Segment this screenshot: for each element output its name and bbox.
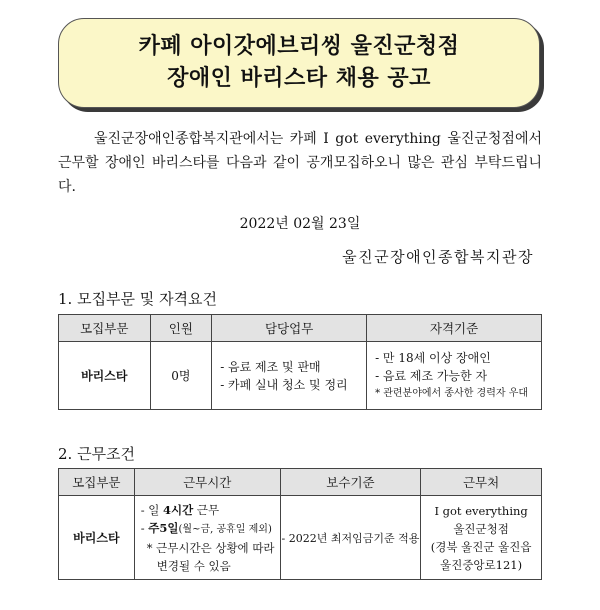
- hours-weekly: 주5일: [148, 520, 179, 535]
- table-row: [59, 496, 542, 580]
- cell-hours: [134, 496, 280, 580]
- working-conditions-table: [58, 468, 542, 580]
- hours-line-1: [135, 501, 280, 519]
- header-duties: 담당업무: [212, 315, 367, 342]
- table-row: [59, 342, 542, 410]
- hours-dash: - 일: [140, 502, 164, 517]
- hours-daily: 4시간: [163, 502, 194, 517]
- cell-duties: [212, 342, 367, 410]
- cell-qualifications: [367, 342, 542, 410]
- qualification-note: * 관련분야에서 종사한 경력자 우대: [375, 387, 529, 399]
- table-header-row: [59, 315, 542, 342]
- cell-division: 바리스타: [59, 342, 151, 410]
- header-count: 인원: [150, 315, 212, 342]
- hours-line-2: [135, 519, 280, 539]
- hours-suffix: 근무: [193, 502, 220, 517]
- duty-item: - 음료 제조 및 판매: [220, 359, 321, 374]
- header-division: 모집부문: [59, 315, 151, 342]
- title-line-1: 카페 아이갓에브리씽 울진군청점: [138, 34, 460, 59]
- header-division: 모집부문: [59, 469, 135, 496]
- title-line-2: 장애인 바리스타 채용 공고: [167, 66, 431, 91]
- hours-dash: -: [140, 520, 149, 535]
- header-workplace: 근무처: [421, 469, 542, 496]
- hours-note-2: 변경될 수 있음: [156, 558, 231, 573]
- issuer-name: 울진군장애인종합복지관장: [342, 248, 534, 266]
- workplace-line: 울진군청점: [453, 521, 509, 536]
- header-hours: 근무시간: [134, 469, 280, 496]
- recruitment-table: [58, 314, 542, 410]
- section-2-title: 2. 근무조건: [58, 445, 136, 463]
- cell-pay: - 2022년 최저임금기준 적용: [280, 496, 421, 580]
- intro-paragraph: 울진군장애인종합복지관에서는 카페 I got everything 울진군청점에서 근무할 장애인 바리스타를 다음과 같이 공개모집하오니 많은 관심 부탁드립니다.: [58, 131, 542, 195]
- title-banner: [58, 18, 540, 108]
- cell-workplace: [421, 496, 542, 580]
- workplace-line: 울진중앙로121): [440, 557, 523, 572]
- qualification-item: - 음료 제조 가능한 자: [375, 368, 488, 383]
- section-1-title: 1. 모집부문 및 자격요건: [58, 290, 218, 308]
- workplace-line: I got everything: [434, 503, 528, 518]
- header-qualifications: 자격기준: [367, 315, 542, 342]
- header-pay: 보수기준: [280, 469, 421, 496]
- hours-note-1: * 근무시간은 상황에 따라: [146, 540, 275, 555]
- hours-days-detail: (월~금, 공휴일 제외): [178, 523, 272, 535]
- announcement-date: 2022년 02월 23일: [239, 216, 361, 232]
- cell-count: 0명: [150, 342, 212, 410]
- qualification-item: - 만 18세 이상 장애인: [375, 350, 491, 365]
- table-header-row: [59, 469, 542, 496]
- workplace-line: (경북 울진군 울진읍: [430, 539, 532, 554]
- duty-item: - 카페 실내 청소 및 정리: [220, 377, 348, 392]
- cell-division: 바리스타: [59, 496, 135, 580]
